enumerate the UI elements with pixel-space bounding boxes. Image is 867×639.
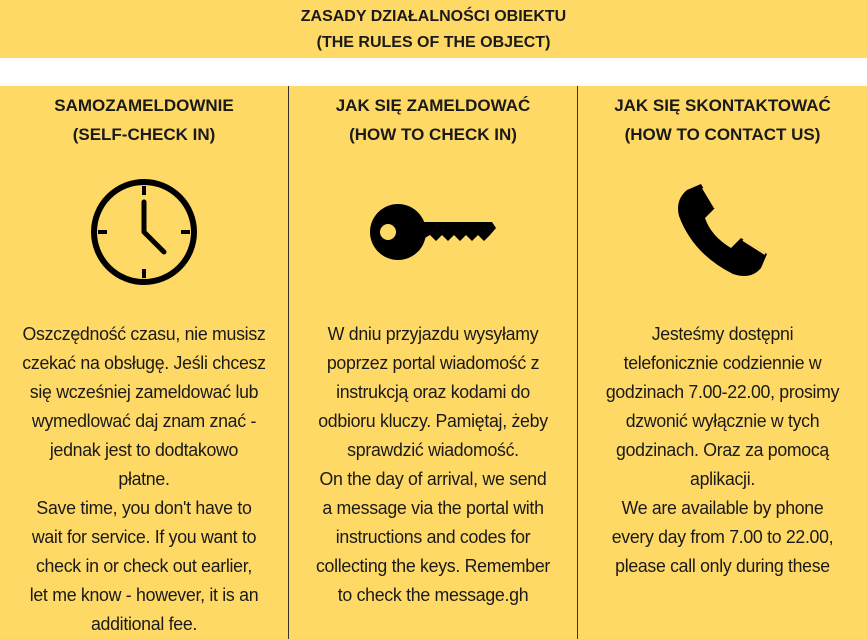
body-line: additional fee. bbox=[90, 614, 198, 634]
body-line: aplikacji. bbox=[690, 469, 755, 489]
column-body bbox=[578, 320, 867, 581]
body-line: let me know - however, it is an bbox=[29, 585, 259, 605]
body-line: instrukcją oraz kodami do bbox=[336, 382, 530, 402]
column-heading bbox=[289, 86, 577, 149]
column-body bbox=[0, 320, 288, 639]
heading-english: (HOW TO CHECK IN) bbox=[349, 125, 517, 144]
body-line: sprawdzić wiadomość. bbox=[347, 440, 519, 460]
body-line: On the day of arrival, we send bbox=[319, 469, 547, 489]
column-how-to-contact bbox=[578, 86, 867, 639]
body-line: W dniu przyjazdu wysyłamy bbox=[327, 324, 539, 344]
clock-icon bbox=[0, 176, 288, 288]
column-self-check-in bbox=[0, 86, 289, 639]
phone-icon bbox=[578, 176, 867, 288]
title-english: (THE RULES OF THE OBJECT) bbox=[316, 34, 551, 51]
body-line: to check the message.gh bbox=[337, 585, 529, 605]
body-line: collecting the keys. Remember bbox=[315, 556, 551, 576]
column-heading bbox=[0, 86, 288, 149]
body-line: płatne. bbox=[118, 469, 170, 489]
heading-english: (SELF-CHECK IN) bbox=[72, 125, 216, 144]
column-heading bbox=[578, 86, 867, 149]
body-line: Oszczędność czasu, nie musisz bbox=[22, 324, 266, 344]
body-line: instructions and codes for bbox=[335, 527, 531, 547]
body-line: wymedlować daj znam znać - bbox=[31, 411, 257, 431]
title-polish: ZASADY DZIAŁALNOŚCI OBIEKTU bbox=[300, 8, 567, 25]
key-icon bbox=[289, 176, 577, 288]
body-line: please call only during these bbox=[615, 556, 830, 576]
body-line: telefonicznie codziennie w bbox=[623, 353, 822, 373]
column-how-to-check-in bbox=[289, 86, 578, 639]
body-line: Jesteśmy dostępni bbox=[651, 324, 794, 344]
body-line: check in or check out earlier, bbox=[35, 556, 253, 576]
body-line: się wcześniej zameldować lub bbox=[29, 382, 259, 402]
heading-polish: SAMOZAMELDOWNIE bbox=[54, 96, 234, 115]
heading-polish: JAK SIĘ SKONTAKTOWAĆ bbox=[614, 96, 831, 115]
body-line: odbioru kluczy. Pamiętaj, żeby bbox=[318, 411, 548, 431]
body-line: every day from 7.00 to 22.00, bbox=[611, 527, 834, 547]
heading-english: (HOW TO CONTACT US) bbox=[624, 125, 821, 144]
body-line: godzinach 7.00-22.00, prosimy bbox=[605, 382, 840, 402]
heading-polish: JAK SIĘ ZAMELDOWAĆ bbox=[335, 96, 531, 115]
rules-table bbox=[0, 86, 867, 639]
title-band bbox=[0, 0, 867, 58]
body-line: poprzez portal wiadomość z bbox=[326, 353, 540, 373]
column-body bbox=[289, 320, 577, 610]
body-line: wait for service. If you want to bbox=[31, 527, 257, 547]
body-line: dzwonić wyłącznie w tych bbox=[625, 411, 820, 431]
body-line: We are available by phone bbox=[621, 498, 824, 518]
body-line: Save time, you don't have to bbox=[36, 498, 252, 518]
body-line: czekać na obsługę. Jeśli chcesz bbox=[22, 353, 266, 373]
body-line: godzinach. Oraz za pomocą bbox=[616, 440, 829, 460]
body-line: jednak jest to dodtakowo bbox=[49, 440, 239, 460]
body-line: a message via the portal with bbox=[322, 498, 544, 518]
